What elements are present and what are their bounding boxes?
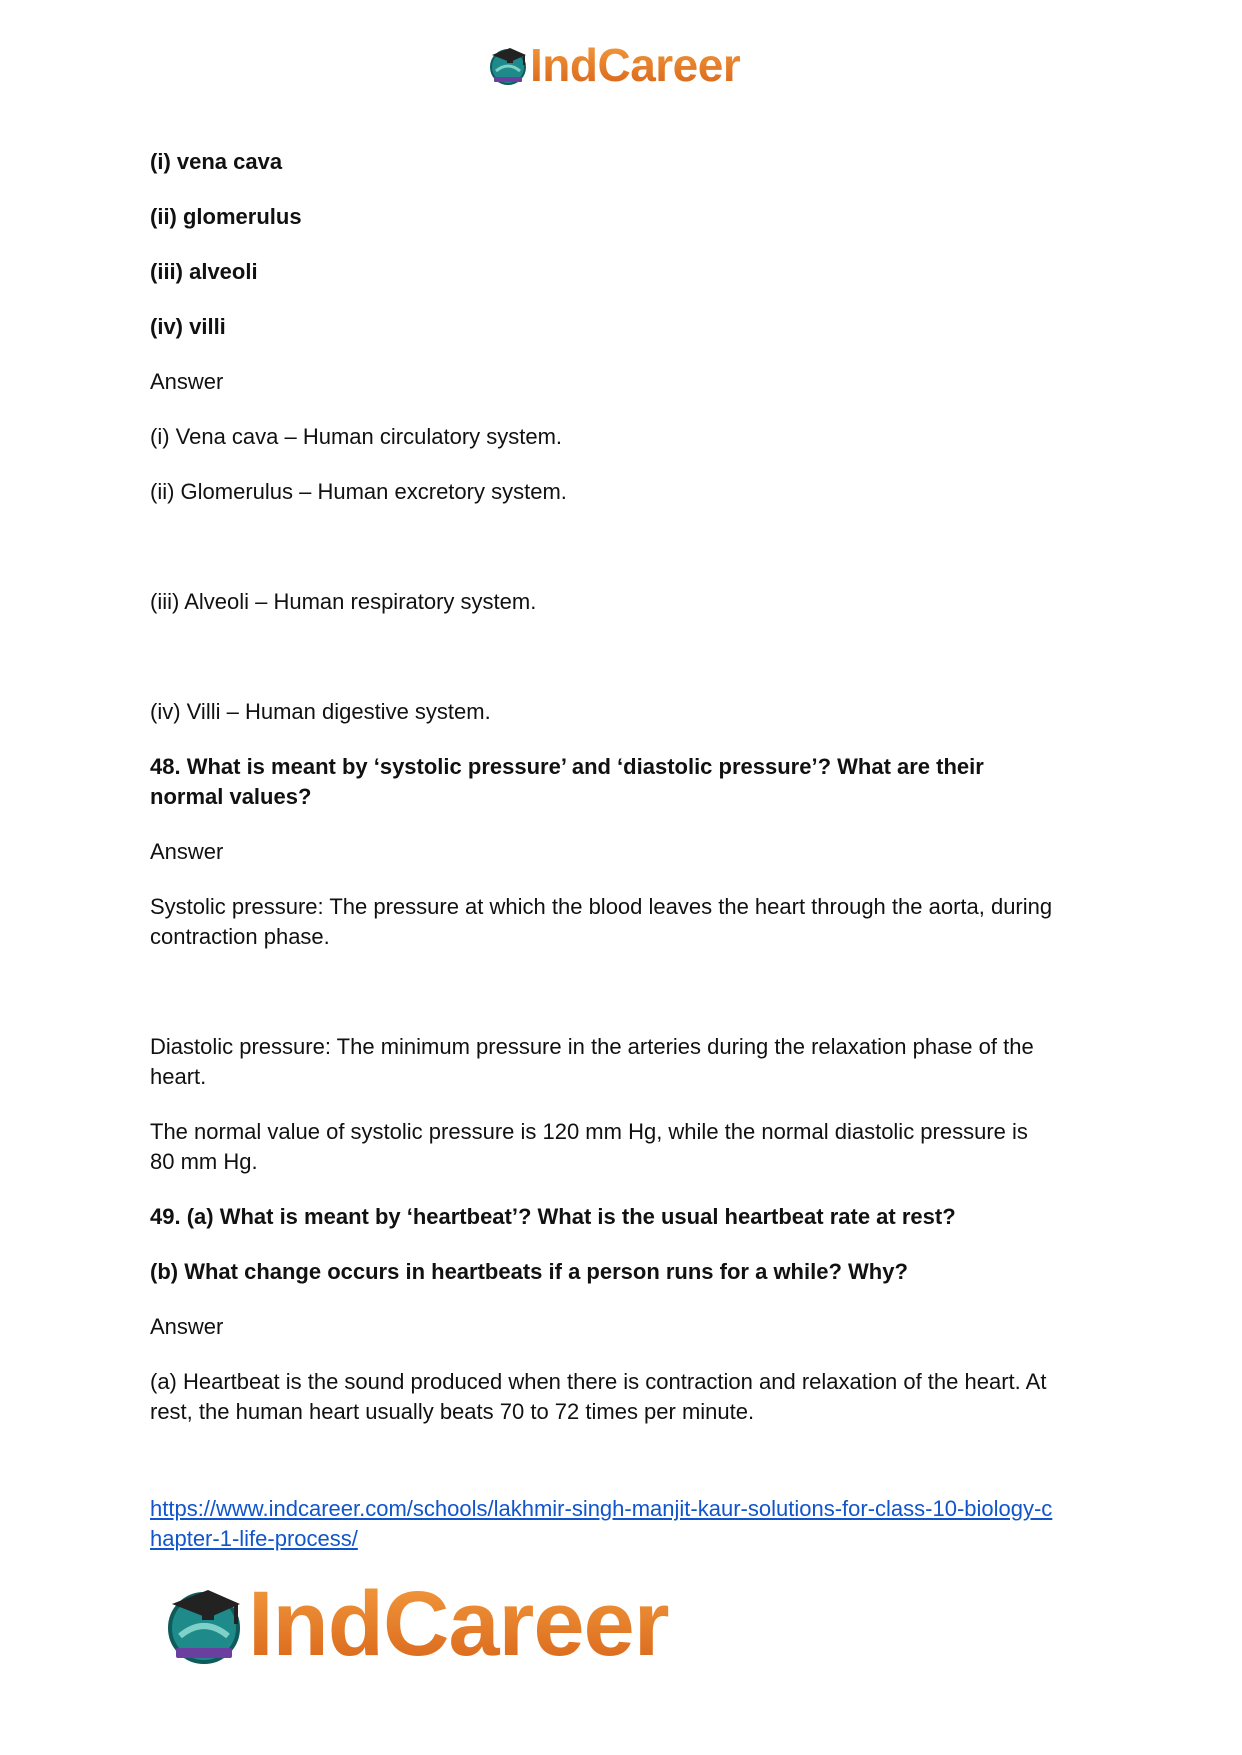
question-48: 48. What is meant by ‘systolic pressure’ and ‘diastolic pressure’? What are their: [150, 754, 984, 779]
answer-49a: (a) Heartbeat is the sound produced when there is contraction and relaxation of the heart. At: [150, 1369, 1047, 1394]
option-item: (i) vena cava: [150, 149, 283, 174]
question-48: normal values?: [150, 784, 312, 809]
source-link[interactable]: https://www.indcareer.com/schools/lakhmir-singh-manjit-kaur-solutions-for-class-10-biology-c: [150, 1496, 1053, 1521]
graduation-globe-icon: [486, 43, 530, 87]
option-item: (ii) glomerulus: [150, 204, 302, 229]
normal-values: 80 mm Hg.: [150, 1149, 258, 1174]
systolic-definition: Systolic pressure: The pressure at which the blood leaves the heart through the aorta, during: [150, 894, 1053, 919]
question-49a: 49. (a) What is meant by ‘heartbeat’? What is the usual heartbeat rate at rest?: [150, 1204, 956, 1229]
systolic-definition: contraction phase.: [150, 924, 330, 949]
answer-line: (i) Vena cava – Human circulatory system.: [150, 424, 563, 449]
diastolic-definition: heart.: [150, 1064, 207, 1089]
question-49b: (b) What change occurs in heartbeats if a person runs for a while? Why?: [150, 1259, 908, 1284]
logo-wordmark: IndCareer: [248, 1573, 669, 1675]
answer-49a: rest, the human heart usually beats 70 to 72 times per minute.: [150, 1399, 755, 1424]
diastolic-definition: Diastolic pressure: The minimum pressure in the arteries during the relaxation phase of the: [150, 1034, 1034, 1059]
normal-values: The normal value of systolic pressure is 120 mm Hg, while the normal diastolic pressure is: [150, 1119, 1028, 1144]
answer-label: Answer: [150, 839, 224, 864]
answer-label: Answer: [150, 1314, 224, 1339]
answer-label: Answer: [150, 369, 224, 394]
graduation-globe-icon: [160, 1580, 248, 1668]
source-link[interactable]: hapter-1-life-process/: [150, 1526, 358, 1551]
option-item: (iii) alveoli: [150, 259, 258, 284]
answer-line: (iv) Villi – Human digestive system.: [150, 699, 491, 724]
header-logo: [486, 39, 741, 91]
answer-line: (iii) Alveoli – Human respiratory system.: [150, 589, 537, 614]
footer-logo: [160, 1573, 669, 1675]
logo-wordmark: IndCareer: [530, 39, 741, 91]
answer-line: (ii) Glomerulus – Human excretory system.: [150, 479, 567, 504]
option-item: (iv) villi: [150, 314, 226, 339]
